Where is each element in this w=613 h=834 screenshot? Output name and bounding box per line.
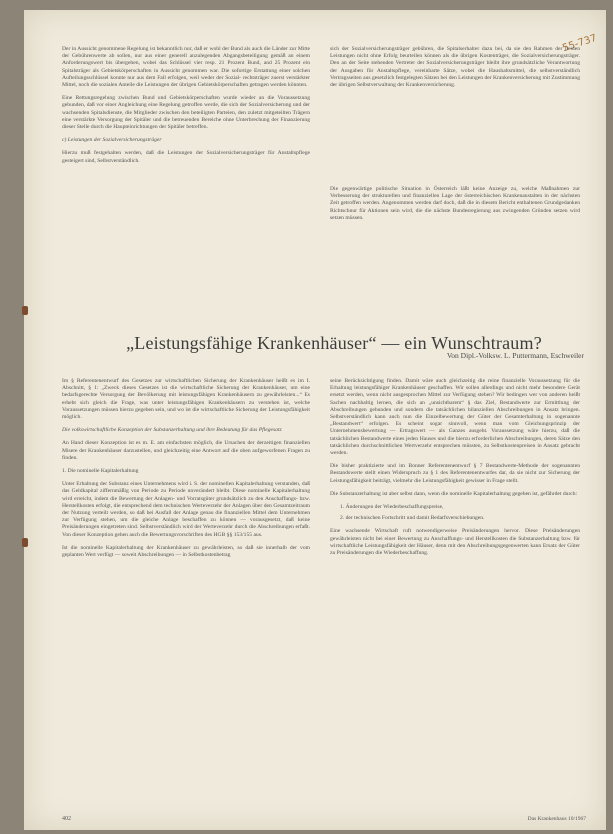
page-number: 402 — [62, 816, 71, 822]
paragraph: Die bisher praktizierte und im Bonner Referentenentwurf § 7 Bestandwerte-Methode der sogenannten Bestandswerte stellt einen Widerspruch zu § 1 des Referentenentwurfes dar, da sie nicht zur Sicherung der Leistungsfähigkeit beiträgt, vielmehr die Leistungsfähigkeit gewisser in Frage stellt. — [330, 463, 580, 484]
paragraph: Eine Rettungsregelung zwischen Bund und Gebietskörperschaften wurde wieder an die Voraussetzung gebunden, daß vor einer Angleichung eine Regelung getroffen werde, die sich der Sozialversicherung und der wachsenden Spitalsdienste, die Mitglieder zwischen den beteiligten Parteien, den zuletzt mitgeteilten Trägern eine verstärkte Versorgung der Spitäler und die betreuenden Bereiche ohne Unterbrechung der Finanzierung dieser Stelle durch die Haupteinrichtungen der Spitäler betreffen. — [62, 95, 310, 131]
list-item: 2. der technischen Fortschritt und damit Bedarfsverschiebungen. — [340, 515, 485, 522]
punch-hole-mark — [22, 538, 28, 547]
paragraph: Ist die nominelle Kapitalerhaltung der Krankenhäuser zu gewährleisten, so daß sie innerhalb der vom geplanten Wert verfügt — soweit Abschreibungen — in Selbstkostenbetrag — [62, 544, 310, 559]
paragraph: Unter Erhaltung der Substanz eines Unternehmens wird i. S. der nominellen Kapitalerhaltung verstanden, daß das Geldkapital ziffernmäßig von Periode zu Periode unverändert bleibt. Diese nominelle Kapitalerhaltung wird erreicht, indem die Bewertung der Anlagen- und Vorratsgüter grundsätzlich zu den Anschaffungs- bzw. Herstellkosten erfolgt, die entsprechend dem technischen Werteverzehr der Anlagen über den Gesamtzeitraum der Nutzung verteilt werden, so daß bei Ausfall der Anlage genau die finanziellen Mittel dem Unternehmen zur Verfügung stehen, um die gleiche Anlage beschaffen zu können — vorausgesetzt, daß keine Preisänderungen eingetreten sind. Selbstverständlich wird der Werteverzehr durch die Abschreibungen erfaßt. Von dieser Konzeption gehen auch die Bewertungsvorschriften des HGB §§ 153/155 aus. — [62, 481, 310, 538]
left-column-main — [62, 378, 310, 565]
section-heading: Die volkswirtschaftliche Konzeption der Substanzerhaltung und ihre Bedeutung für das Pflegesatz — [62, 427, 282, 434]
right-column-top — [330, 46, 580, 95]
archive-stamp: 55-737 — [561, 32, 599, 55]
punch-hole-mark — [22, 306, 28, 315]
paragraph: An Hand dieser Konzeption ist es m. E. am einfachsten möglich, die Ursachen der derzeitigen finanziellen Misere der Krankenhäuser darzustellen, und gleichzeitig eine Antwort auf die oben aufgeworfenen Fragen zu finden. — [62, 440, 310, 461]
paragraph: Die Substanzerhaltung ist aber selbst dann, wenn die nominelle Kapitalerhaltung gegeben ist, gefährdet durch: — [330, 490, 578, 497]
list-item: 1. Änderungen der Wiederbeschaffungspreise, — [340, 504, 444, 511]
article-title: „Leistungsfähige Krankenhäuser“ — ein Wunschtraum? — [126, 333, 542, 354]
left-column-top — [62, 46, 310, 171]
paragraph: seine Berücksichtigung finden. Damit wäre auch gleichzeitig die reine finanzielle Voraussetzung für die Erhaltung leistungsfähiger Krankenhäuser geschaffen. Wir sollen allerdings und nicht mehr besondere Gerät ersetzt werden, wenn nicht ausgesprochen Mittel zur Verfügung stehen? Wir bedingen wer von anderen heißt Sachen nachhaltig lernen, die sich an „unsichtbarem“ § das Ziel, Bestandwerte zur Ermittlung der Abschreibungen gebunden und sondern die tatsächlichen bilanziellen Abschreibungen in Ansatz bringen. Selbstverständlich kann auch nun die Einzelbewertung der Güter der Gesamterhaltung in sogenannte „Bestandwert“ erfolgen. Es scheint sogar sinnvoll, wenn man vom Gleichungsprinzip der Unternehmensbewertung — Ertragswert — als Ganzes ausgeht. Voraussetzung wäre hierzu, daß die tatsächlichen Bestandwerte eines jeden Hauses und die hierzu erforderlichen Abschreibungen, deren Sätze den tatsächlichen durchschnittlichen Wertverzehr entsprechen müssten, zu Selbstkostenpreisen in Ansatz gebracht werden. — [330, 378, 580, 457]
document-page — [24, 10, 606, 830]
paragraph: sich der Sozialversicherungsträger gebühren, die Spitalserhalter dazu bei, da sie den Rahmen der beiden Leistungen nicht ohne Erfolg beurteilen können als die übrigen Kostenträger, die Sozialversicherungsträger. Den an der Seite stehenden Vertreter der Sozialversicherungsträger bleibt ihre grundsätzliche Verantwortung der Ausgaben für Anstaltspflege, vereinbarte Sätze, wobei die Haushaltsmittel, die selbstverständlich Vertragsseiten aus gesetzlich festgelegten Sätzen bei den Leistungen der Krankenversicherung mit Zustimmung der übrigen Selbstverwaltung der Krankenversicherung. — [330, 46, 580, 89]
paragraph: Eine wachsende Wirtschaft ruft notwendigerweise Preisänderungen hervor. Diese Preisänderungen gewährleisten nicht bei einer Bewertung zu Anschaffungs- und Herstellkosten die Substanzerhaltung bzw. für wirtschaftliche Leistungsfähigkeit der Häuser, denn mit den Abschreibungsgegenwerten kann Ersatz der Güter zu Preisänderungen die Wiederbeschaffung. — [330, 528, 580, 557]
section-heading: 1. Die nominelle Kapitalerhaltung — [62, 468, 139, 475]
paragraph: Hierzu muß festgehalten werden, daß die Leistungen der Sozialversicherungsträger für Anstaltspflege gesteigert sind, Selbstverständlich. — [62, 150, 310, 164]
paragraph: Im § Referentenentwurf des Gesetzes zur wirtschaftlichen Sicherung der Krankenhäuser heißt es im I. Abschnitt, § 1: „Zweck dieses Gesetzes ist die wirtschaftliche Sicherung der Krankenhäuser, um eine bedarfsgerechte Versorgung der Bevölkerung mit leistungsfähigen Krankenhäusern zu gewährleisten...“ Es erhebt sich gleich die Frage, was unter leistungsfähigen Krankenhäusern zu verstehen ist, welche Voraussetzungen müssen hierzu gegeben sein, und wo ist die wirtschaftliche Sicherung der Leistungsfähigkeit möglich. — [62, 378, 310, 421]
paragraph: Die gegenwärtige politische Situation in Österreich läßt keine Anzeige zu, welche Maßnahmen zur Verbesserung der strukturellen und finanziellen Lage der österreichischen Krankenanstalten in der nächsten Zeit getroffen werden. Angenommen werden darf doch, daß die in diesem Bericht enthaltenen Grundgedanken Richtschnur für Aktionen sein wird, die die nächste Bundesregierung aus zwingenden Gründen setzen wird setzen müssen. — [330, 186, 580, 221]
paragraph: Der in Aussicht genommene Regelung ist bekanntlich nur, daß er wohl der Bund als auch die Länder zur Mitte der Gebührenwerte ab sollen, nur aus einer generell anzulegenden Abgangsbeteiligung gemäß an einem Anforderungswert bis übergehen, wobei das Schlüssel vier resp. 21 Prozent Bund, and 25 Prozent ein Spitalsträger als Gebietskörperschaften in Aussicht genommen war. Die sofortige Erstattung einer solchen Aufteilungsschlüssel konnte nur aus dem Fall erfolgen, weil weder der Sozial- rechtsträger zuerst verstärkter Mittel, noch die sozialen Anteile die Leistungen der übrigen Gebietskörperschaften getragen werden könnten. — [62, 46, 310, 89]
section-heading: c) Leistungen der Sozialversicherungsträger — [62, 137, 162, 144]
journal-footer: Das Krankenhaus 10/1967 — [527, 816, 586, 822]
right-column-main — [330, 378, 580, 563]
numbered-list — [340, 504, 580, 522]
right-column-middle — [330, 186, 580, 228]
article-byline: Von Dipl.-Volksw. L. Puttermann, Eschweiler — [446, 351, 584, 360]
